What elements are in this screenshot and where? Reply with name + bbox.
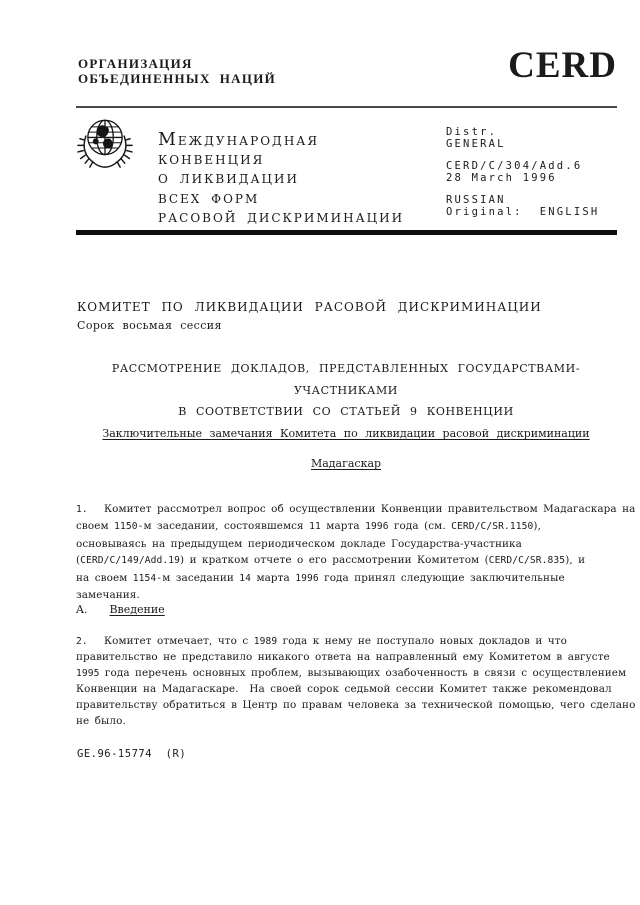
paragraph-2 [76,634,636,729]
distr-type: GENERAL [446,137,506,150]
header-divider-thin [76,106,617,108]
convention-title-line: ВСЕХ ФОРМ [158,191,260,206]
document-language: RUSSIAN [446,194,506,206]
paragraph-1 [76,501,636,603]
masthead-divider-thick [76,230,617,235]
report-title-line: РАССМОТРЕНИЕ ДОКЛАДОВ, ПРЕДСТАВЛЕННЫХ ГОСУДАРСТВАМИ-УЧАСТНИКАМИ [111,362,581,397]
un-organization-name [78,57,276,86]
text-line: 1995 года перечень основных проблем, вызывающих озабоченность в связи с осуществлением [76,666,627,679]
footer-reference: GE.96-15774 (R) [77,748,187,760]
distribution-block [446,127,599,218]
text-line: замечания. [76,589,140,602]
section-label: A. [76,603,88,616]
convention-title-line: МЕЖДУНАРОДНАЯ [158,130,320,150]
convention-title-line: О ЛИКВИДАЦИИ [158,172,299,187]
text-line: 1. Комитет рассмотрел вопрос об осуществлении Конвенции правительством Мадагаскара на [76,503,636,515]
text-line: основываясь на предыдущем периодическом докладе Государства-участника [76,537,522,550]
session-line: Сорок восьмая сессия [77,319,222,332]
country-heading: Мадагаскар [310,457,382,470]
report-title-line: В СООТВЕТСТВИИ СО СТАТЬЕЙ 9 КОНВЕНЦИИ [178,405,514,418]
org-name-line2: ОБЪЕДИНЕННЫХ НАЦИЙ [78,70,277,86]
committee-heading: КОМИТЕТ ПО ЛИКВИДАЦИИ РАСОВОЙ ДИСКРИМИНАЦИИ [77,300,542,314]
text-line: правительство не представило никакого ответа на направленный ему Комитетом в августе [76,650,610,663]
convention-title-line: КОНВЕНЦИЯ [158,153,265,168]
document-original-language: Original: ENGLISH [446,205,600,218]
text-line: на своем 1154-м заседании 14 марта 1996 года принял следующие заключительные [76,571,565,584]
text-line: (CERD/C/149/Add.19) и кратком отчете о его рассмотрении Комитетом (CERD/C/SR.835), и [76,554,586,567]
convention-title [158,131,404,228]
document-date: 28 March 1996 [446,171,557,184]
un-globe-wreath-icon [72,114,138,178]
document-series-code: CERD [508,45,617,86]
org-name-line1: ОРГАНИЗАЦИЯ [78,56,193,71]
convention-title-line: РАСОВОЙ ДИСКРИМИНАЦИИ [158,210,405,225]
text-line: правительству обратиться в Центр по правам человека за технической помощью, чего сделано [76,698,636,711]
text-line: не было. [76,714,126,727]
section-a-heading [76,603,165,616]
concluding-observations-heading: Заключительные замечания Комитета по ликвидации расовой дискриминации [102,427,590,440]
section-title: Введение [109,603,165,616]
text-line: 2. Комитет отмечает, что с 1989 года к нему не поступало новых докладов и что [76,635,567,647]
text-line: своем 1150-м заседании, состоявшемся 11 марта 1996 года (см. CERD/C/SR.1150), [76,520,541,533]
distr-label: Distr. [446,126,498,138]
text-line: Конвенции на Мадагаскаре. На своей сорок седьмой сессии Комитет также рекомендовал [76,682,612,695]
document-symbol: CERD/C/304/Add.6 [446,160,583,172]
report-consideration-title [70,358,622,423]
